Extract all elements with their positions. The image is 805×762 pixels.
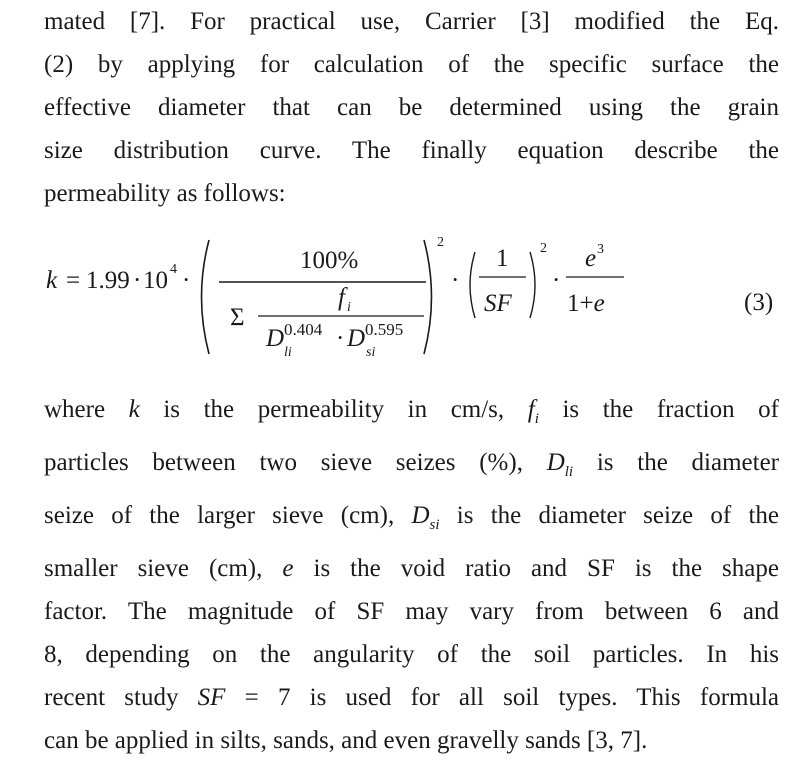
text-line: factor. The magnitude of SF may vary from between 6 and: [44, 598, 779, 625]
eq-d2-sub: si: [366, 345, 376, 360]
math-symbol: f: [527, 396, 535, 423]
text-line: particles between two sieve seizes (%), $D_{li}$ is the diameter: [44, 449, 779, 480]
big-right-paren: [424, 240, 432, 354]
eq-e: e: [585, 245, 597, 272]
eq-equals: =: [66, 267, 81, 294]
text-line: effective diameter that can be determined using the grain: [44, 94, 779, 121]
eq-base: 10: [143, 267, 168, 294]
math-symbol: D: [411, 502, 430, 529]
eq-dot-5: ·: [552, 267, 561, 294]
eq-d1: D: [266, 325, 285, 352]
eq-dot-1: ·: [133, 267, 142, 294]
text-line: permeability as follows:: [44, 180, 286, 207]
big-left-paren: [202, 240, 210, 354]
eq-e-power: 3: [597, 242, 604, 257]
math-subscript: i: [534, 411, 539, 427]
eq-f: f: [338, 284, 345, 311]
eq-outer-power: 2: [437, 235, 444, 250]
eq-f-sub: i: [347, 300, 351, 315]
equation-graphic: [44, 222, 779, 372]
eq-d2-exponent: 0.595: [365, 320, 404, 339]
eq-dot-4: ·: [451, 267, 460, 294]
eq-coefficient: 1.99: [86, 267, 130, 294]
text-line: can be applied in silts, sands, and even gravelly sands [3, 7].: [44, 727, 648, 754]
text-line: mated [7]. For practical use, Carrier [3] modified the Eq.: [44, 8, 779, 35]
eq-d2: D: [347, 325, 366, 352]
eq-base-exponent: 4: [170, 262, 177, 277]
eq-one: 1: [496, 245, 509, 272]
text-line: seize of the larger sieve (cm), $D_{si}$ is the diameter seize of the: [44, 502, 779, 533]
equation-number: (3): [744, 289, 774, 316]
eq-numerator: 100%: [300, 247, 359, 274]
math-subscript: si: [429, 517, 440, 533]
eq-k: k: [46, 267, 58, 294]
math-symbol: k: [128, 396, 140, 423]
paragraph-intro: [44, 0, 779, 215]
eq-sf: SF: [484, 290, 512, 317]
math-symbol: e: [282, 555, 294, 582]
sf-left-paren: [470, 252, 475, 318]
eq-d1-exponent: 0.404: [284, 320, 323, 339]
eq-denominator: 1+e: [567, 290, 605, 317]
eq-sf-power: 2: [540, 241, 547, 256]
text-line: smaller sieve (cm), e is the void ratio and SF is the shape: [44, 555, 779, 582]
eq-d1-sub: li: [284, 345, 292, 360]
text-line: 8, depending on the angularity of the soil particles. In his: [44, 641, 779, 668]
eq-dot-3: ·: [336, 325, 345, 352]
eq-dot-2: ·: [182, 267, 191, 294]
equation-3: [44, 222, 779, 372]
text-line: recent study SF = 7 is used for all soil types. This formula: [44, 684, 780, 711]
math-symbol: SF: [197, 684, 226, 711]
text-line: where k is the permeability in cm/s, $f_i$ is the fraction of: [44, 396, 779, 427]
text-line: size distribution curve. The finally equation describe the: [44, 137, 779, 164]
math-symbol: D: [546, 449, 565, 476]
math-subscript: li: [564, 464, 574, 480]
paragraph-definitions: [44, 388, 779, 762]
sf-right-paren: [530, 252, 535, 318]
text-line: (2) by applying for calculation of the specific surface the: [44, 51, 779, 78]
eq-sigma: Σ: [230, 304, 245, 331]
